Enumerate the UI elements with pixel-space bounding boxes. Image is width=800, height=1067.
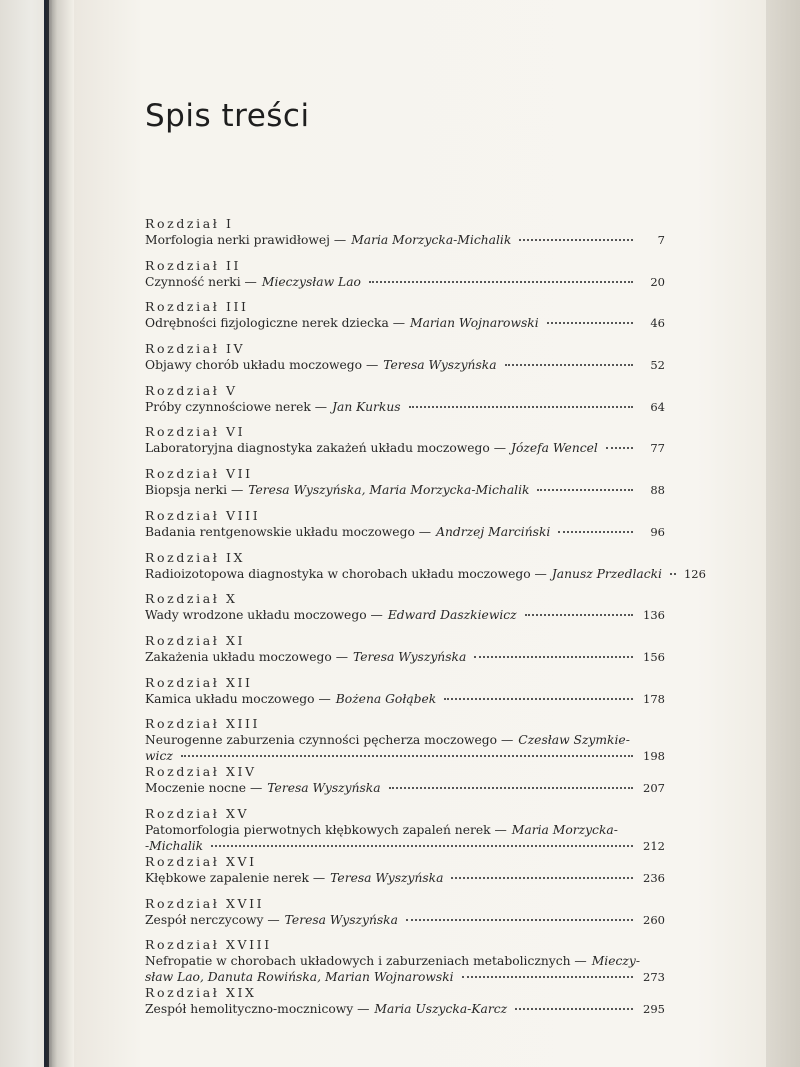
chapter-title: Próby czynnościowe nerek — xyxy=(145,399,328,414)
page-number: 136 xyxy=(643,608,665,623)
toc-line xyxy=(145,566,706,582)
chapter-author: Józefa Wencel xyxy=(511,441,598,456)
toc-entry xyxy=(145,854,665,896)
chapter-author: Teresa Wyszyńska xyxy=(383,358,497,373)
chapter-author: Maria Morzycka- xyxy=(511,822,618,837)
page-number: 156 xyxy=(643,649,665,664)
chapter-label: Rozdział XII xyxy=(145,674,253,690)
chapter-label: Rozdział VII xyxy=(145,466,253,482)
toc-line xyxy=(145,607,665,623)
page-number: 207 xyxy=(643,781,665,796)
chapter-author-continued: sław Lao, Danuta Rowińska, Marian Wojnarowski xyxy=(145,970,454,985)
chapter-label: Rozdział X xyxy=(145,591,238,607)
toc-entry xyxy=(145,216,665,258)
dot-leader xyxy=(451,875,633,879)
toc-line xyxy=(145,691,665,707)
chapter-author: Mieczysław Lao xyxy=(261,274,361,289)
toc-entry xyxy=(145,633,665,675)
toc-line xyxy=(145,732,665,748)
chapter-author: Teresa Wyszyńska xyxy=(353,649,467,664)
toc-line-continued xyxy=(145,969,665,985)
chapter-author: Andrzej Marciński xyxy=(436,524,551,539)
dot-leader xyxy=(670,571,676,575)
table-of-contents xyxy=(145,216,706,1027)
toc-line xyxy=(145,232,665,248)
toc-line xyxy=(145,482,665,498)
toc-line xyxy=(145,274,665,290)
dot-leader xyxy=(444,696,633,700)
page-number: 236 xyxy=(643,870,665,885)
chapter-author: Edward Daszkiewicz xyxy=(387,608,517,623)
dot-leader xyxy=(406,917,633,921)
toc-entry xyxy=(145,424,665,466)
toc-entry xyxy=(145,985,665,1027)
page-number: 260 xyxy=(643,912,665,927)
chapter-title: Laboratoryjna diagnostyka zakażeń układu moczowego — xyxy=(145,441,507,456)
toc-entry xyxy=(145,806,665,854)
chapter-label: Rozdział IV xyxy=(145,341,246,357)
chapter-title: Wady wrodzone układu moczowego — xyxy=(145,608,383,623)
page-number: 7 xyxy=(657,233,665,247)
chapter-title: Radioizotopowa diagnostyka w chorobach układu moczowego — xyxy=(145,566,547,581)
toc-line-continued xyxy=(145,748,665,764)
dot-leader xyxy=(525,612,633,616)
toc-entry xyxy=(145,341,665,383)
chapter-label: Rozdział VIII xyxy=(145,507,261,523)
toc-line xyxy=(145,780,665,796)
chapter-label: Rozdział XV xyxy=(145,805,250,821)
page-title: Spis treści xyxy=(145,98,310,134)
toc-line-continued xyxy=(145,838,665,854)
chapter-title: Biopsja nerki — xyxy=(145,483,244,498)
chapter-author: Maria Uszycka-Karcz xyxy=(374,1002,508,1017)
chapter-author: Czesław Szymkie- xyxy=(518,733,630,748)
chapter-title: Patomorfologia pierwotnych kłębkowych zapaleń nerek — xyxy=(145,822,507,837)
chapter-author-continued: wicz xyxy=(145,749,173,764)
chapter-label: Rozdział VI xyxy=(145,424,246,440)
chapter-label: Rozdział II xyxy=(145,257,242,273)
toc-line xyxy=(145,357,665,373)
toc-entry xyxy=(145,591,665,633)
chapter-title: Zakażenia układu moczowego — xyxy=(145,649,349,664)
chapter-title: Objawy chorób układu moczowego — xyxy=(145,358,379,373)
page-number: 77 xyxy=(650,441,665,456)
spine-shadow xyxy=(46,0,74,1067)
toc-entry xyxy=(145,508,665,550)
chapter-author-continued: -Michalik xyxy=(145,838,204,853)
toc-line xyxy=(145,822,665,838)
page-number: 88 xyxy=(650,483,665,498)
toc-entry xyxy=(145,716,665,764)
chapter-title: Czynność nerki — xyxy=(145,274,257,289)
dot-leader xyxy=(606,445,633,449)
dot-leader xyxy=(474,654,633,658)
chapter-label: Rozdział XVII xyxy=(145,895,265,911)
chapter-author: Teresa Wyszyńska, Maria Morzycka-Michalik xyxy=(248,483,530,498)
chapter-label: Rozdział III xyxy=(145,299,249,315)
toc-line xyxy=(145,912,665,928)
chapter-label: Rozdział I xyxy=(145,216,234,231)
page-number: 212 xyxy=(643,838,665,853)
chapter-author: Marian Wojnarowski xyxy=(410,316,539,331)
chapter-label: Rozdział XI xyxy=(145,632,246,648)
page-number: 64 xyxy=(650,399,665,414)
dot-leader xyxy=(537,487,633,491)
chapter-title: Kamica układu moczowego — xyxy=(145,691,331,706)
toc-entry xyxy=(145,549,706,592)
page-number: 126 xyxy=(683,566,706,581)
chapter-author: Teresa Wyszyńska xyxy=(267,781,381,796)
chapter-author: Jan Kurkus xyxy=(332,399,401,414)
toc-line xyxy=(145,524,665,540)
toc-line xyxy=(145,440,665,456)
chapter-title: Kłębkowe zapalenie nerek — xyxy=(145,870,326,885)
chapter-label: Rozdział V xyxy=(145,382,238,398)
toc-entry xyxy=(145,258,665,300)
chapter-label: Rozdział XVIII xyxy=(145,937,272,953)
chapter-title: Nefropatie w chorobach układowych i zaburzeniach metabolicznych — xyxy=(145,954,587,969)
toc-line xyxy=(145,399,665,415)
dot-leader xyxy=(515,1006,633,1010)
chapter-label: Rozdział XIV xyxy=(145,764,257,780)
page-number: 96 xyxy=(650,524,665,539)
chapter-label: Rozdział XVI xyxy=(145,853,257,869)
page-number: 20 xyxy=(650,274,665,289)
dot-leader xyxy=(519,237,633,241)
chapter-title: Badania rentgenowskie układu moczowego — xyxy=(145,524,432,539)
dot-leader xyxy=(409,404,633,408)
toc-line xyxy=(145,315,665,331)
dot-leader xyxy=(369,279,633,283)
page-number: 178 xyxy=(643,691,665,706)
chapter-label: Rozdział IX xyxy=(145,549,246,565)
dot-leader xyxy=(389,785,633,789)
toc-entry xyxy=(145,937,665,985)
toc-entry xyxy=(145,896,665,938)
toc-entry xyxy=(145,466,665,508)
chapter-title: Zespół nerczycowy — xyxy=(145,912,280,927)
right-page-edge xyxy=(766,0,800,1067)
chapter-author: Teresa Wyszyńska xyxy=(284,912,398,927)
dot-leader xyxy=(547,320,633,324)
page-number: 52 xyxy=(650,358,665,373)
toc-line xyxy=(145,649,665,665)
dot-leader xyxy=(181,753,633,757)
page-number: 198 xyxy=(643,749,665,764)
toc-entry xyxy=(145,764,665,806)
dot-leader xyxy=(211,843,633,847)
page-number: 295 xyxy=(643,1002,665,1017)
chapter-author: Bożena Gołąbek xyxy=(335,691,437,706)
toc-line xyxy=(145,953,665,969)
dot-leader xyxy=(505,362,633,366)
dot-leader xyxy=(462,974,633,978)
chapter-author: Maria Morzycka-Michalik xyxy=(351,233,512,247)
chapter-title: Moczenie nocne — xyxy=(145,781,263,796)
chapter-label: Rozdział XIII xyxy=(145,716,261,732)
chapter-author: Janusz Przedlacki xyxy=(551,566,662,581)
chapter-author: Mieczy- xyxy=(591,954,640,969)
page-number: 46 xyxy=(650,316,665,331)
toc-line xyxy=(145,1001,665,1017)
toc-entry xyxy=(145,299,665,341)
toc-line xyxy=(145,870,665,886)
dot-leader xyxy=(558,529,633,533)
chapter-title: Neurogenne zaburzenia czynności pęcherza moczowego — xyxy=(145,733,514,748)
chapter-title: Zespół hemolityczno-mocznicowy — xyxy=(145,1002,370,1017)
chapter-label: Rozdział XIX xyxy=(145,985,257,1001)
page-number: 273 xyxy=(643,970,665,985)
chapter-title: Odrębności fizjologiczne nerek dziecka — xyxy=(145,316,405,331)
toc-entry xyxy=(145,383,665,425)
chapter-author: Teresa Wyszyńska xyxy=(330,870,444,885)
toc-entry xyxy=(145,675,665,717)
chapter-title: Morfologia nerki prawidłowej — xyxy=(145,233,347,247)
